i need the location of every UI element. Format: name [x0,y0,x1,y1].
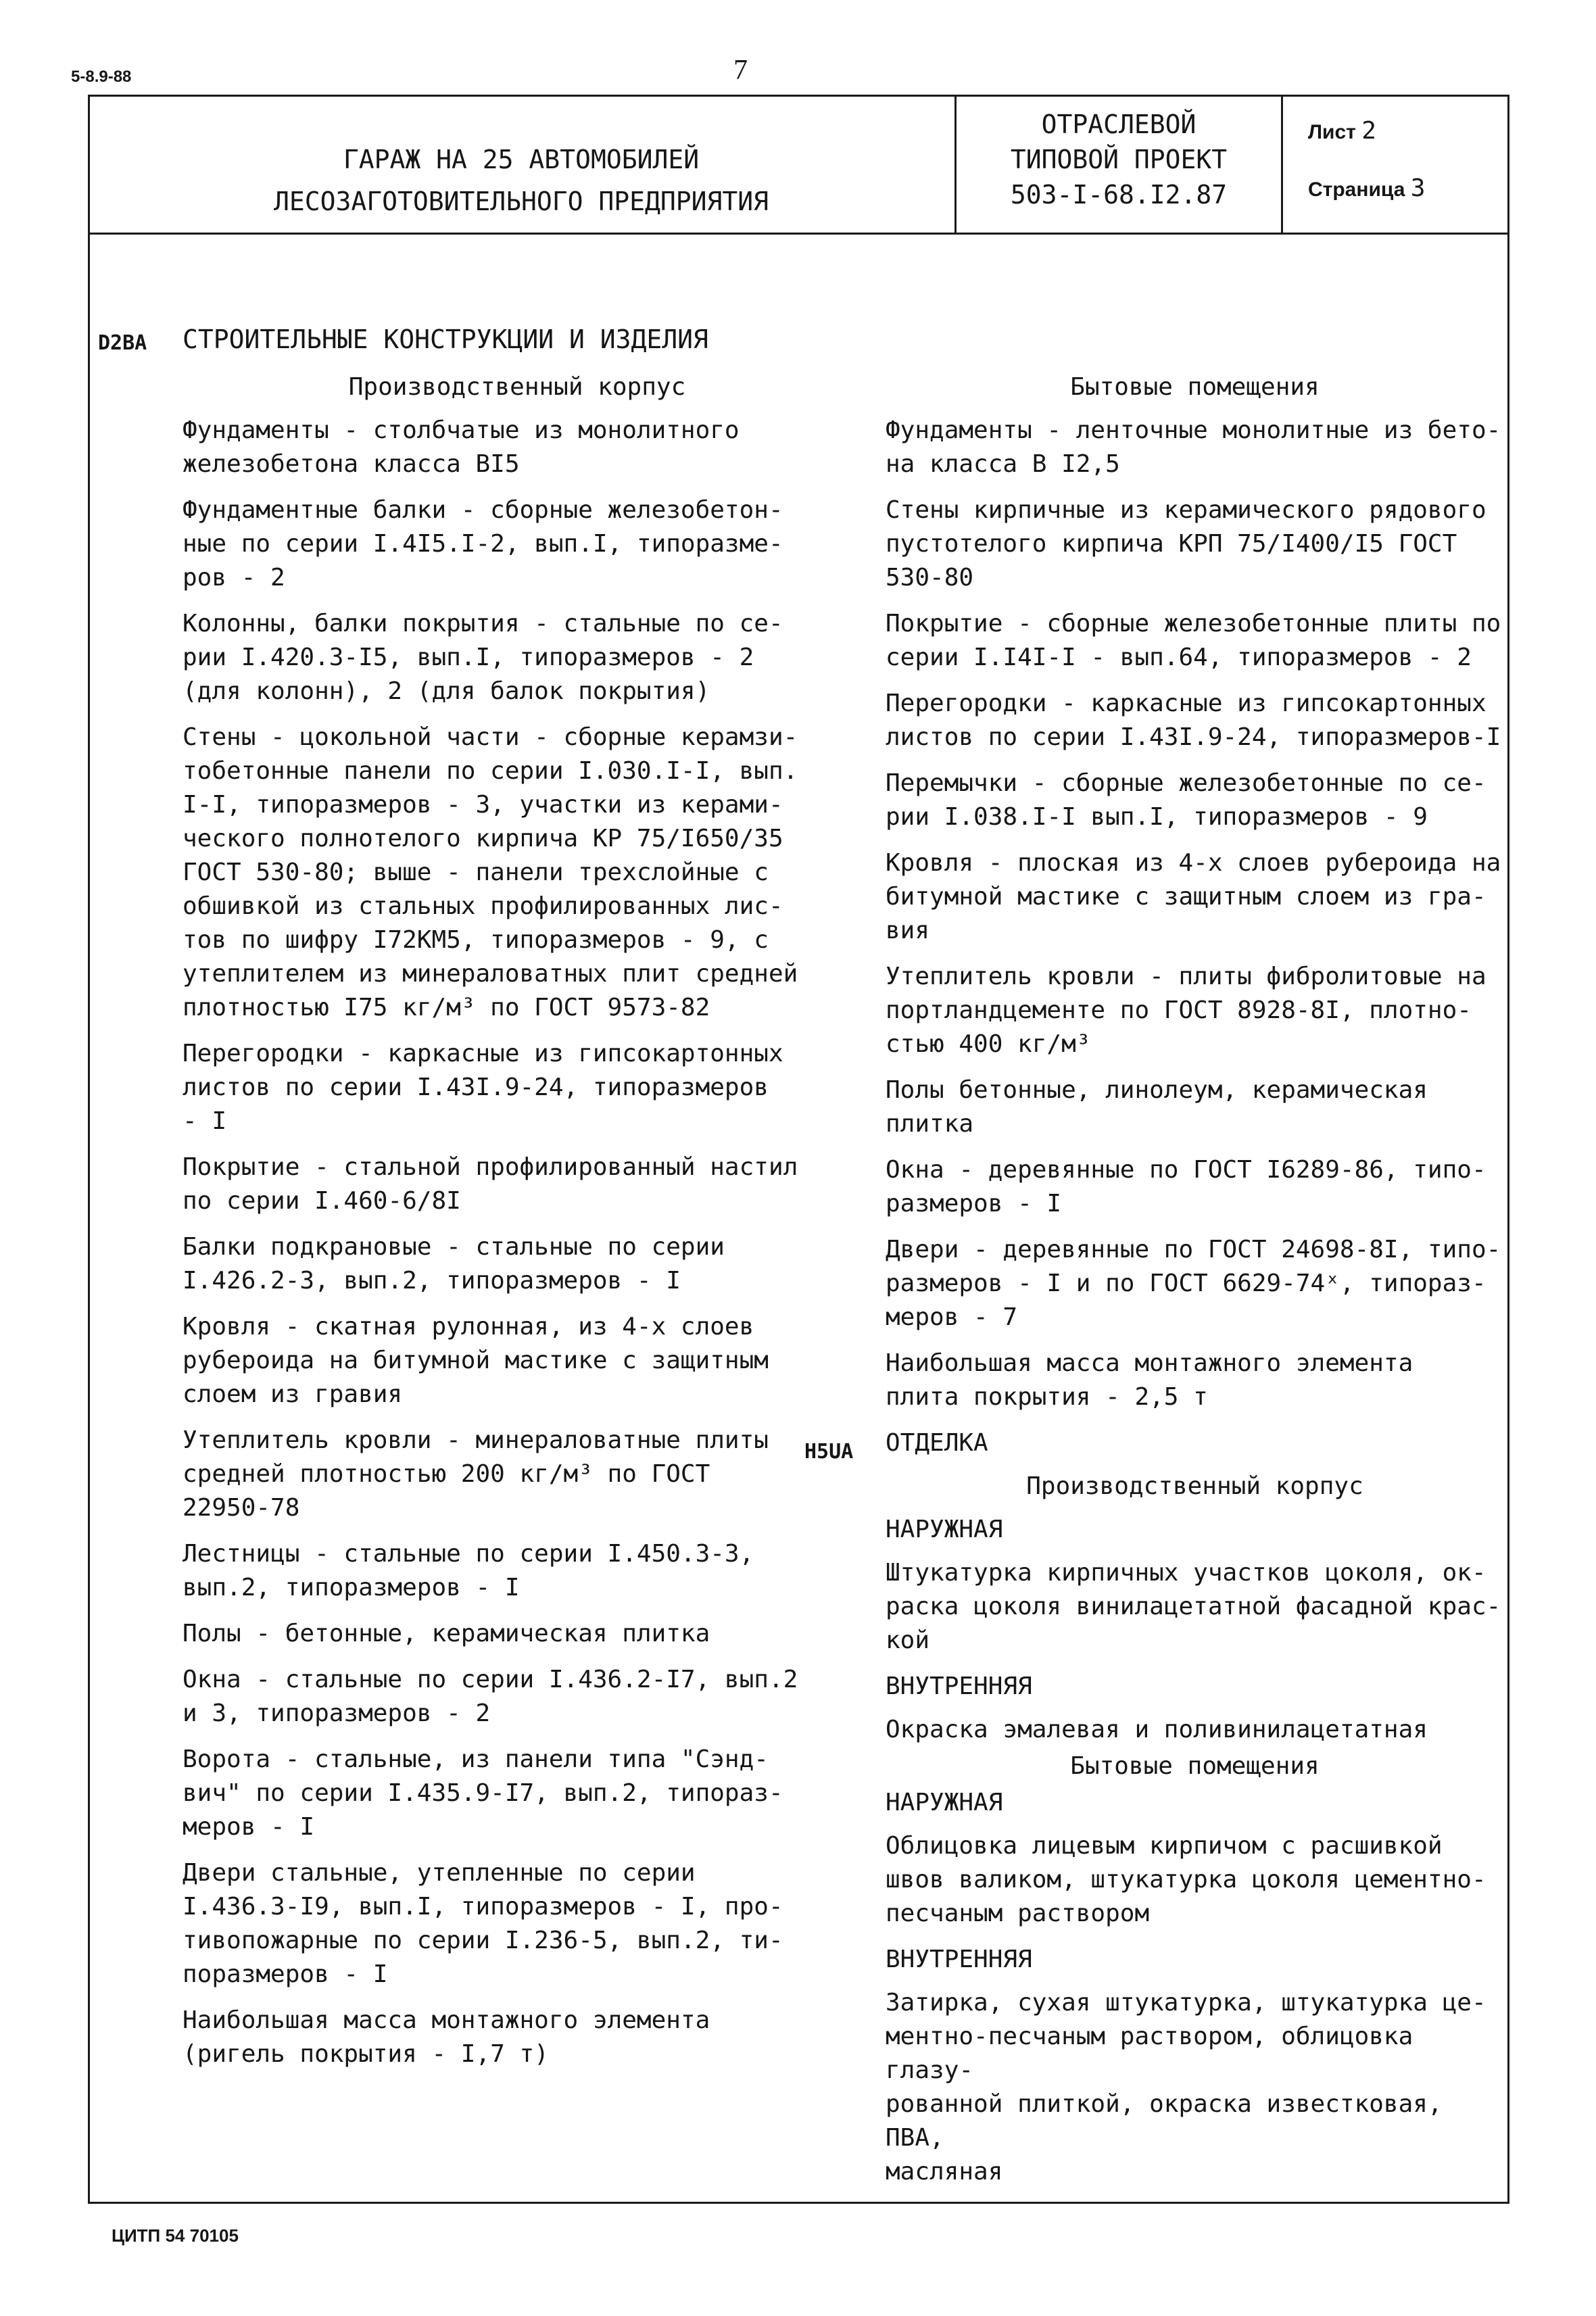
finish-subtitle-amenity: Бытовые помещения [1070,1752,1320,1780]
exterior-finish-text: Штукатурка кирпичных участков цоколя, ок- раска цоколя винилацетатной фасадной крас- кой [886,1559,1501,1654]
list-item: Кровля - плоская из 4-х слоев рубероида на битумной мастике с защитным слоем из гра- вия [886,849,1501,944]
project-divider [1281,95,1283,233]
list-item: Фундаменты - ленточные монолитные из бето- на класса В I2,5 [886,416,1501,478]
interior-label: ВНУТРЕННЯЯ [886,1672,1032,1700]
project-number: 503-I-68.I2.87 [1010,180,1228,210]
list-item: Колонны, балки покрытия - стальные по се- рии I.420.3-I5, вып.I, типоразмеров - 2 (для колонн), 2 (для балок покрытия) [183,610,783,705]
list-item: Перегородки - каркасные из гипсокартонных листов по серии I.43I.9-24, типоразмеров - I [183,1040,783,1135]
sheet-value: 2 [1361,117,1376,145]
project-designation [957,107,1281,212]
list-item: Ворота - стальные, из панели типа "Сэнд- вич" по серии I.435.9-I7, вып.2, типораз- меров - I [183,1745,783,1841]
list-item: Окна - стальные по серии I.436.2-I7, вып.2 и 3, типоразмеров - 2 [183,1666,798,1727]
finish-subtitle-production: Производственный корпус [1026,1472,1363,1500]
title-line-1: ГАРАЖ НА 25 АВТОМОБИЛЕЙ [343,145,700,174]
list-item: Двери стальные, утепленные по серии I.436.3-I9, вып.I, типоразмеров - I, про- тивопожарные по серии I.236-5, вып.2, ти- поразмеров - I [183,1859,783,1988]
list-item: Двери - деревянные по ГОСТ 24698-8I, типо- размеров - I и по ГОСТ 6629-74ˣ, типораз- меров - 7 [886,1236,1501,1331]
document-title [88,139,954,222]
list-item: Утеплитель кровли - минераловатные плиты средней плотностью 200 кг/м³ по ГОСТ 22950-78 [183,1426,769,1522]
project-line-1: ОТРАСЛЕВОЙ [1041,110,1196,139]
list-item: Перегородки - каркасные из гипсокартонных листов по серии I.43I.9-24, типоразмеров-I [886,690,1501,751]
right-subtitle: Бытовые помещения [1070,373,1320,401]
page-value: 3 [1410,174,1426,202]
list-item: Фундаментные балки - сборные железобетон- ные по серии I.4I5.I-2, вып.I, типоразме- ров - 2 [183,496,783,592]
interior-finish-text: Окраска эмалевая и поливинилацетатная [886,1716,1428,1743]
left-column [183,370,852,2083]
list-item: Наибольшая масса монтажного элемента плита покрытия - 2,5 т [886,1349,1413,1411]
page-field [1308,174,1425,202]
section-title-structures: СТРОИТЕЛЬНЫЕ КОНСТРУКЦИИ И ИЗДЕЛИЯ [183,324,708,354]
list-item: Балки подкрановые - стальные по серии I.426.2-3, вып.2, типоразмеров - I [183,1233,725,1295]
list-item: Окна - деревянные по ГОСТ I6289-86, типо- размеров - I [886,1156,1486,1217]
project-line-2: ТИПОВОЙ ПРОЕКТ [1010,145,1228,174]
page-number: 7 [733,55,748,86]
section-mark-h5ua: H5UA [804,1440,854,1464]
list-item: Лестницы - стальные по серии I.450.3-3, вып.2, типоразмеров - I [183,1540,754,1601]
section-mark-d2ba: D2BA [98,331,147,355]
list-item: Перемычки - сборные железобетонные по се- рии I.038.I-I вып.I, типоразмеров - 9 [886,769,1486,831]
list-item: Фундаменты - столбчатые из монолитного железобетона класса BI5 [183,416,740,478]
footer-stamp: ЦИТП 54 70105 [112,2225,239,2246]
list-item: Полы бетонные, линолеум, керамическая плитка [886,1076,1428,1138]
exterior-label: НАРУЖНАЯ [886,1516,1003,1543]
interior-finish-text: Затирка, сухая штукатурка, штукатурка це- ментно-песчаным раствором, облицовка глазу- рованной плиткой, окраска известковая, ПВА, масляная [886,1989,1486,2186]
list-item: Наибольшая масса монтажного элемента (ригель покрытия - I,7 т) [183,2006,710,2068]
list-item: Полы - бетонные, керамическая плитка [183,1620,710,1647]
exterior-finish-text: Облицовка лицевым кирпичом с расшивкой швов валиком, штукатурка цоколя цементно- песчаным раствором [886,1832,1486,1927]
exterior-label: НАРУЖНАЯ [886,1789,1003,1816]
right-column [886,370,1504,2201]
list-item: Утеплитель кровли - плиты фибролитовые на портландцементе по ГОСТ 8928-8I, плотно- стью 400 кг/м³ [886,963,1486,1058]
page-label: Страница [1308,178,1405,201]
list-item: Стены - цокольной части - сборные керамзи- тобетонные панели по серии I.030.I-I, вып. I-I, типоразмеров - 3, участки из керами- ческого полнотелого кирпича КР 75/I650/35 ГОСТ 530-80; выше - панели трехслойные с обшивкой из стальных профилированных лис- тов по шифру I72КМ5, типоразмеров - 9, с утеплителем из минераловатных плит средней плотностью I75 кг/м³ по ГОСТ 9573-82 [183,723,798,1021]
sheet-field [1308,117,1376,145]
list-item: Покрытие - стальной профилированный настил по серии I.460-6/8I [183,1153,798,1215]
document-code: 5-8.9-88 [71,68,132,86]
interior-label: ВНУТРЕННЯЯ [886,1946,1032,1973]
list-item: Кровля - скатная рулонная, из 4-х слоев рубероида на битумной мастике с защитным слоем из гравия [183,1313,769,1408]
title-line-2: ЛЕСОЗАГОТОВИТЕЛЬНОГО ПРЕДПРИЯТИЯ [273,187,769,216]
list-item: Стены кирпичные из керамического рядового пустотелого кирпича КРП 75/I400/I5 ГОСТ 530-80 [886,496,1486,592]
sheet-label: Лист [1308,121,1356,143]
left-subtitle: Производственный корпус [348,373,686,401]
finish-section-title: ОТДЕЛКА [886,1429,988,1457]
list-item: Покрытие - сборные железобетонные плиты по серии I.I4I-I - вып.64, типоразмеров - 2 [886,610,1501,671]
